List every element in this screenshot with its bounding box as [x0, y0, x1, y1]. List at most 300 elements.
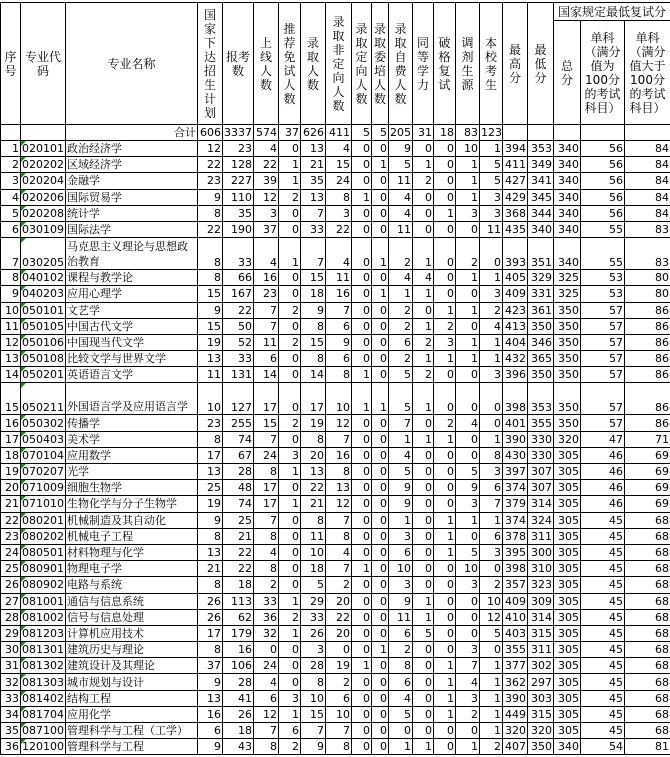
cell-total-score: 340: [554, 141, 581, 157]
table-row: [1, 383, 670, 415]
cell-name: 管理科学与工程（工学）: [66, 723, 198, 739]
cell-total-score: 305: [554, 625, 581, 641]
cell-self-funded: 2: [389, 302, 413, 318]
cell-commissioned: 0: [372, 739, 389, 755]
cell-seq: 16: [1, 415, 21, 431]
cell-transfer: 1: [456, 739, 480, 755]
cell-commissioned: 0: [372, 189, 389, 205]
cell-admitted: 10: [301, 544, 326, 560]
cell-self-funded: 1: [389, 739, 413, 755]
cell-plan: 15: [198, 286, 223, 302]
cell-code: 081001: [22, 594, 64, 608]
cell-non-directed: 7: [326, 512, 352, 528]
cell-directed: 0: [352, 609, 372, 625]
table-row: [1, 706, 670, 722]
cell-max: 411: [503, 157, 528, 173]
cell-code: 080901: [22, 562, 64, 576]
cell-name: 应用心理学: [66, 286, 198, 302]
header-self-funded: 录取自费人数: [389, 3, 413, 125]
cell-min: 353: [528, 383, 554, 415]
cell-equivalent: 0: [413, 674, 434, 690]
cell-exempt: 1: [279, 706, 301, 722]
cell-seq: 21: [1, 496, 21, 512]
cell-max: 405: [503, 270, 528, 286]
cell-directed: 0: [352, 544, 372, 560]
cell-name: 中国现当代文学: [66, 334, 198, 350]
cell-seq: 33: [1, 690, 21, 706]
cell-passed: 7: [254, 302, 279, 318]
cell-transfer: 0: [456, 221, 480, 237]
cell-name: 国际贸易学: [66, 189, 198, 205]
cell-directed: 0: [352, 690, 372, 706]
cell-max: 379: [503, 496, 528, 512]
cell-admitted: 20: [301, 447, 326, 463]
header-non-directed: 录取非定向人数: [326, 3, 352, 125]
cell-own-school: 1: [480, 512, 503, 528]
table-row: [1, 221, 670, 237]
cell-own-school: 0: [480, 238, 503, 270]
cell-applicants: 25: [223, 512, 254, 528]
cell-code: 050101: [22, 303, 64, 317]
cell-equivalent: 0: [413, 415, 434, 431]
cell-single-100: 45: [581, 706, 625, 722]
cell-own-school: 5: [480, 157, 503, 173]
cell-non-directed: 6: [326, 351, 352, 367]
cell-own-school: 7: [480, 496, 503, 512]
cell-commissioned: 1: [372, 238, 389, 270]
cell-seq: 29: [1, 625, 21, 641]
cell-admitted: 8: [301, 318, 326, 334]
cell-directed: 0: [352, 496, 372, 512]
cell-max: 362: [503, 674, 528, 690]
cell-equivalent: 1: [413, 383, 434, 415]
total-cell: 5: [372, 125, 389, 141]
cell-exempt: 2: [279, 302, 301, 318]
table-row: [1, 205, 670, 221]
cell-self-funded: 2: [389, 351, 413, 367]
cell-plan: 23: [198, 415, 223, 431]
header-single-over100: 单科（满分值大于100分的考试科目）: [625, 21, 670, 125]
cell-max: 390: [503, 431, 528, 447]
cell-single-100: 56: [581, 205, 625, 221]
cell-directed: 0: [352, 739, 372, 755]
cell-non-directed: 11: [326, 270, 352, 286]
cell-seq: 36: [1, 739, 21, 755]
cell-transfer: 0: [456, 431, 480, 447]
cell-code: 071010: [22, 497, 64, 511]
cell-equivalent: 0: [413, 561, 434, 577]
cell-admitted: 7: [301, 238, 326, 270]
cell-code: 020206: [22, 190, 64, 204]
cell-plan: 8: [198, 205, 223, 221]
cell-own-school: 1: [480, 270, 503, 286]
cell-code: 020204: [22, 174, 64, 188]
cell-exceptional: 0: [434, 173, 456, 189]
cell-commissioned: 0: [372, 690, 389, 706]
cell-plan: 9: [198, 302, 223, 318]
cell-max: 401: [503, 415, 528, 431]
cell-commissioned: 0: [372, 658, 389, 674]
cell-applicants: 74: [223, 431, 254, 447]
cell-applicants: 179: [223, 625, 254, 641]
cell-name: 区域经济学: [66, 157, 198, 173]
cell-own-school: 1: [480, 723, 503, 739]
cell-min: 350: [528, 739, 554, 755]
cell-directed: 1: [352, 383, 372, 415]
header-code: 专业代码: [21, 3, 66, 125]
cell-admitted: 9: [301, 739, 326, 755]
cell-equivalent: 0: [413, 528, 434, 544]
cell-single-over100: 68: [625, 723, 670, 739]
cell-plan: 22: [198, 221, 223, 237]
cell-name: 国际法学: [66, 221, 198, 237]
cell-directed: 0: [352, 286, 372, 302]
cell-min: 330: [528, 431, 554, 447]
table-row: [1, 334, 670, 350]
cell-transfer: 9: [456, 480, 480, 496]
cell-single-100: 46: [581, 447, 625, 463]
cell-non-directed: 2: [326, 674, 352, 690]
cell-transfer: 10: [456, 561, 480, 577]
table-row: [1, 642, 670, 658]
cell-plan: 9: [198, 674, 223, 690]
cell-seq: 11: [1, 318, 21, 334]
cell-equivalent: 0: [413, 480, 434, 496]
cell-single-100: 57: [581, 351, 625, 367]
cell-applicants: 62: [223, 609, 254, 625]
cell-applicants: 33: [223, 351, 254, 367]
cell-single-over100: 86: [625, 334, 670, 350]
cell-equivalent: 0: [413, 205, 434, 221]
cell-equivalent: 0: [413, 221, 434, 237]
cell-seq: 6: [1, 221, 21, 237]
cell-self-funded: 4: [389, 447, 413, 463]
cell-total-score: 305: [554, 658, 581, 674]
cell-single-100: 56: [581, 173, 625, 189]
header-admitted: 录取人数: [301, 3, 326, 125]
cell-single-100: 55: [581, 221, 625, 237]
cell-plan: 16: [198, 706, 223, 722]
cell-code: 050201: [22, 368, 64, 382]
cell-passed: 8: [254, 561, 279, 577]
total-cell: 18: [434, 125, 456, 141]
cell-single-100: 45: [581, 544, 625, 560]
cell-exempt: 0: [279, 512, 301, 528]
header-seq: 序号: [1, 3, 21, 125]
cell-max: 449: [503, 706, 528, 722]
cell-exempt: 0: [279, 480, 301, 496]
cell-equivalent: 2: [413, 367, 434, 383]
cell-min: 349: [528, 157, 554, 173]
cell-passed: 16: [254, 270, 279, 286]
cell-equivalent: 2: [413, 173, 434, 189]
cell-name: 统计学: [66, 205, 198, 221]
cell-directed: 0: [352, 464, 372, 480]
table-row: [1, 286, 670, 302]
cell-transfer: 7: [456, 658, 480, 674]
cell-applicants: 74: [223, 496, 254, 512]
cell-plan: 8: [198, 431, 223, 447]
cell-applicants: 128: [223, 157, 254, 173]
cell-plan: 9: [198, 189, 223, 205]
cell-non-directed: 16: [326, 447, 352, 463]
cell-self-funded: 3: [389, 577, 413, 593]
cell-applicants: 21: [223, 528, 254, 544]
cell-max: 357: [503, 577, 528, 593]
cell-non-directed: 4: [326, 544, 352, 560]
cell-passed: 22: [254, 157, 279, 173]
cell-seq: 26: [1, 577, 21, 593]
cell-equivalent: 0: [413, 658, 434, 674]
cell-exempt: 0: [279, 351, 301, 367]
cell-single-over100: 68: [625, 674, 670, 690]
cell-min: 310: [528, 561, 554, 577]
cell-directed: 0: [352, 642, 372, 658]
cell-exceptional: 1: [434, 205, 456, 221]
cell-applicants: 35: [223, 205, 254, 221]
cell-passed: 8: [254, 528, 279, 544]
table-row: [1, 238, 670, 270]
cell-exempt: 0: [279, 286, 301, 302]
cell-exceptional: 0: [434, 464, 456, 480]
cell-total-score: 305: [554, 512, 581, 528]
cell-applicants: 52: [223, 334, 254, 350]
cell-name: 城市规划与设计: [66, 674, 198, 690]
cell-name: 光学: [66, 464, 198, 480]
cell-seq: 9: [1, 286, 21, 302]
cell-total-score: 305: [554, 447, 581, 463]
cell-exempt: 3: [279, 690, 301, 706]
table-row: [1, 609, 670, 625]
cell-total-score: 305: [554, 609, 581, 625]
cell-code: 081203: [22, 626, 64, 640]
cell-exceptional: 0: [434, 367, 456, 383]
cell-non-directed: 22: [326, 221, 352, 237]
cell-seq: 27: [1, 593, 21, 609]
cell-exempt: 1: [279, 173, 301, 189]
cell-total-score: 340: [554, 205, 581, 221]
cell-code: 080501: [22, 546, 64, 560]
cell-non-directed: 20: [326, 593, 352, 609]
cell-exceptional: 0: [434, 480, 456, 496]
cell-name: 机械制造及其自动化: [66, 512, 198, 528]
cell-transfer: 0: [456, 383, 480, 415]
cell-self-funded: 1: [389, 512, 413, 528]
cell-max: 355: [503, 642, 528, 658]
cell-directed: 0: [352, 270, 372, 286]
table-row: [1, 351, 670, 367]
cell-min: 311: [528, 528, 554, 544]
cell-commissioned: 0: [372, 173, 389, 189]
cell-commissioned: 0: [372, 415, 389, 431]
cell-non-directed: 8: [326, 528, 352, 544]
cell-admitted: 7: [301, 205, 326, 221]
cell-transfer: 0: [456, 593, 480, 609]
cell-own-school: 1: [480, 334, 503, 350]
header-own-school: 本校考生: [480, 3, 503, 125]
cell-exempt: 2: [279, 189, 301, 205]
cell-single-over100: 86: [625, 302, 670, 318]
cell-self-funded: 7: [389, 415, 413, 431]
cell-name: 英语语言文学: [66, 367, 198, 383]
cell-applicants: 127: [223, 383, 254, 415]
cell-equivalent: 0: [413, 706, 434, 722]
cell-commissioned: 0: [372, 528, 389, 544]
cell-directed: 0: [352, 221, 372, 237]
cell-single-100: 57: [581, 383, 625, 415]
cell-passed: 6: [254, 351, 279, 367]
cell-exempt: 0: [279, 431, 301, 447]
table-row: [1, 625, 670, 641]
cell-own-school: 5: [480, 173, 503, 189]
cell-applicants: 255: [223, 415, 254, 431]
cell-exempt: 0: [279, 383, 301, 415]
cell-applicants: 18: [223, 723, 254, 739]
cell-max: 374: [503, 480, 528, 496]
cell-seq: 20: [1, 480, 21, 496]
table-row: [1, 674, 670, 690]
cell-transfer: 1: [456, 189, 480, 205]
total-cell: 205: [390, 126, 411, 139]
cell-name: 细胞生物学: [66, 480, 198, 496]
cell-exceptional: 2: [434, 318, 456, 334]
cell-min: 345: [528, 189, 554, 205]
cell-directed: 0: [352, 625, 372, 641]
cell-seq: 4: [1, 189, 21, 205]
cell-single-100: 45: [581, 658, 625, 674]
cell-seq: 3: [1, 173, 21, 189]
cell-max: 435: [503, 221, 528, 237]
cell-non-directed: 2: [326, 577, 352, 593]
cell-exceptional: 1: [434, 674, 456, 690]
table-row: [1, 141, 670, 157]
cell-non-directed: 12: [326, 496, 352, 512]
table-row: [1, 496, 670, 512]
cell-name: 通信与信息系统: [66, 593, 198, 609]
cell-total-score: 350: [554, 415, 581, 431]
cell-total-score: 325: [554, 270, 581, 286]
cell-min: 346: [528, 334, 554, 350]
cell-name: 管理科学与工程: [66, 739, 198, 755]
cell-own-school: 1: [480, 706, 503, 722]
cell-commissioned: 0: [372, 221, 389, 237]
cell-seq: 2: [1, 157, 21, 173]
cell-applicants: 43: [223, 739, 254, 755]
cell-name: 比较文学与世界文学: [66, 351, 198, 367]
cell-own-school: 0: [480, 383, 503, 415]
cell-directed: 0: [352, 415, 372, 431]
total-cell: 606: [198, 125, 223, 141]
cell-plan: 12: [198, 141, 223, 157]
cell-min: 311: [528, 642, 554, 658]
cell-single-100: 53: [581, 286, 625, 302]
cell-min: 355: [528, 415, 554, 431]
cell-own-school: 0: [480, 415, 503, 431]
cell-transfer: 4: [456, 674, 480, 690]
cell-exempt: 0: [279, 642, 301, 658]
cell-max: 427: [503, 173, 528, 189]
cell-directed: 0: [352, 431, 372, 447]
cell-min: 350: [528, 367, 554, 383]
header-directed: 录取定向人数: [352, 3, 372, 125]
cell-own-school: 3: [480, 189, 503, 205]
cell-exceptional: 1: [434, 528, 456, 544]
total-cell: 626: [301, 125, 326, 141]
cell-exempt: 0: [279, 544, 301, 560]
cell-applicants: 22: [223, 561, 254, 577]
cell-plan: 10: [198, 383, 223, 415]
total-cell: 574: [254, 125, 279, 141]
cell-equivalent: 0: [413, 302, 434, 318]
cell-self-funded: 4: [389, 690, 413, 706]
table-row: [1, 318, 670, 334]
cell-exempt: 0: [279, 561, 301, 577]
table-row: [1, 528, 670, 544]
cell-admitted: 17: [301, 383, 326, 415]
cell-commissioned: 0: [372, 464, 389, 480]
cell-admitted: 8: [301, 351, 326, 367]
cell-total-score: 340: [554, 221, 581, 237]
cell-single-over100: 68: [625, 577, 670, 593]
cell-code: 080201: [22, 513, 64, 527]
cell-exceptional: 0: [434, 739, 456, 755]
cell-admitted: 8: [301, 431, 326, 447]
cell-exempt: 0: [279, 270, 301, 286]
cell-transfer: 3: [456, 690, 480, 706]
cell-exceptional: 3: [434, 334, 456, 350]
cell-exceptional: 1: [434, 431, 456, 447]
cell-single-over100: 68: [625, 528, 670, 544]
cell-self-funded: 2: [389, 642, 413, 658]
cell-passed: 39: [254, 173, 279, 189]
header-min: 最低分: [528, 3, 554, 125]
cell-exempt: 1: [279, 496, 301, 512]
cell-equivalent: 1: [413, 739, 434, 755]
cell-min: 300: [528, 544, 554, 560]
cell-self-funded: 4: [389, 205, 413, 221]
cell-directed: 0: [352, 674, 372, 690]
cell-admitted: 33: [301, 221, 326, 237]
cell-applicants: 67: [223, 447, 254, 463]
cell-exceptional: 1: [434, 302, 456, 318]
cell-seq: 30: [1, 642, 21, 658]
cell-own-school: 3: [480, 367, 503, 383]
cell-exempt: 0: [279, 528, 301, 544]
cell-plan: 19: [198, 334, 223, 350]
cell-self-funded: 5: [389, 383, 413, 415]
cell-admitted: 3: [301, 642, 326, 658]
cell-commissioned: 0: [372, 674, 389, 690]
cell-seq: 17: [1, 431, 21, 447]
cell-transfer: 0: [456, 318, 480, 334]
cell-exceptional: 1: [434, 690, 456, 706]
cell-total-score: 305: [554, 642, 581, 658]
cell-passed: 7: [254, 318, 279, 334]
cell-total-score: 340: [554, 173, 581, 189]
cell-transfer: 3: [456, 496, 480, 512]
cell-plan: 17: [198, 447, 223, 463]
cell-single-100: 45: [581, 609, 625, 625]
cell-exempt: 2: [279, 415, 301, 431]
cell-non-directed: 10: [326, 706, 352, 722]
cell-seq: 5: [1, 205, 21, 221]
cell-seq: 24: [1, 544, 21, 560]
header-name: 专业名称: [66, 3, 198, 125]
cell-plan: 8: [198, 270, 223, 286]
cell-admitted: 13: [301, 189, 326, 205]
cell-equivalent: 0: [413, 447, 434, 463]
cell-commissioned: 0: [372, 431, 389, 447]
